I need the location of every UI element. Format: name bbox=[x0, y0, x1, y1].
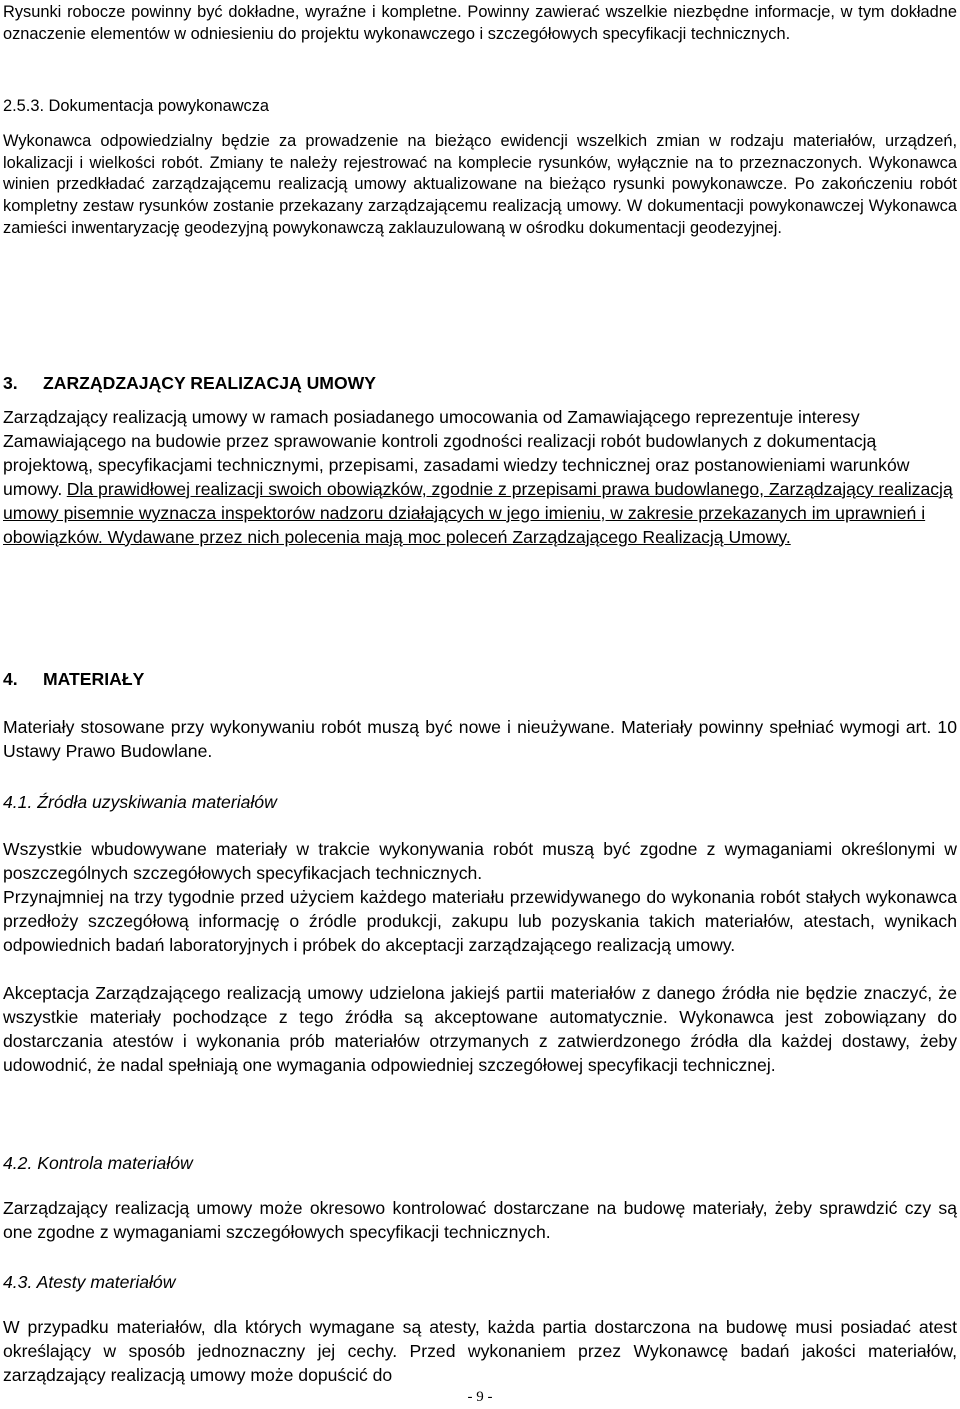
section-4-paragraph: Materiały stosowane przy wykonywaniu robót muszą być nowe i nieużywane. Materiały powinny spełniać wymogi art. 10 Ustawy Prawo Budowlane. bbox=[3, 717, 957, 761]
intro-paragraph: Rysunki robocze powinny być dokładne, wyraźne i kompletne. Powinny zawierać wszelkie niezbędne informacje, w tym dokładne oznaczenie elementów w odniesieniu do projektu wykonawczego i szczegółowych specyfikacji technicznych. bbox=[3, 3, 957, 43]
section-4-3-paragraph: W przypadku materiałów, dla których wymagane są atesty, każda partia dostarczona na budowę musi posiadać atest określający w sposób jednoznaczny jej cechy. Przed wykonaniem przez Wykonawcę badań jakości materiałów, zarządzający realizacją umowy może dopuścić do bbox=[3, 1317, 957, 1385]
section-3-body bbox=[3, 406, 957, 549]
section-4-heading bbox=[3, 667, 957, 691]
page-number: - 9 - bbox=[467, 1389, 493, 1405]
section-4-3-heading: 4.3. Atesty materiałów bbox=[3, 1272, 176, 1292]
section-3-underlined-paragraph: Dla prawidłowej realizacji swoich obowiązków, zgodnie z przepisami prawa budowlanego, Zarządzający realizacją umowy pisemnie wyznacza inspektorów nadzoru działających w jego imieniu, w zakresie przekazanych im uprawnień i obowiązków. Wydawane przez nich polecenia mają moc poleceń Zarządzającego Realizacją Umowy. bbox=[3, 478, 953, 547]
section-4-title: MATERIAŁY bbox=[43, 669, 145, 689]
section-4-2-paragraph: Zarządzający realizacją umowy może okresowo kontrolować dostarczane na budowę materiały, żeby sprawdzić czy są one zgodne z wymaganiami szczegółowych specyfikacji technicznych. bbox=[3, 1198, 957, 1242]
section-4-2-heading: 4.2. Kontrola materiałów bbox=[3, 1153, 193, 1173]
section-4-1-paragraph-2: Przynajmniej na trzy tygodnie przed użyciem każdego materiału przewidywanego do wykonania robót stałych wykonawca przedłoży szczegółową informację o źródle produkcji, zakupu lub pozyskania takich materiałów, atestach, wynikach odpowiednich badań laboratoryjnych i próbek do akceptacji zarządzającego realizacją umowy. bbox=[3, 887, 957, 955]
section-4-1-heading: 4.1. Źródła uzyskiwania materiałów bbox=[3, 792, 277, 812]
section-4-1-paragraph-1: Wszystkie wbudowywane materiały w trakcie wykonywania robót muszą być zgodne z wymaganiami określonymi w poszczególnych szczegółowych specyfikacjach technicznych. bbox=[3, 839, 957, 883]
section-4-1-paragraph-3: Akceptacja Zarządzającego realizacją umowy udzielona jakiejś partii materiałów z danego źródła nie będzie znaczyć, że wszystkie materiały pochodzące z tego źródła są akceptowane automatycznie. Wykonawca jest zobowiązany do dostarczania atestów i wykonania prób materiałów otrzymanych z zatwierdzonego źródła dla każdej dostawy, żeby udowodnić, że nadal spełniają one wymagania odpowiedniej szczegółowej specyfikacji technicznej. bbox=[3, 983, 957, 1075]
section-3-heading bbox=[3, 371, 957, 395]
section-2-5-3-paragraph: Wykonawca odpowiedzialny będzie za prowadzenie na bieżąco ewidencji wszelkich zmian w rodzaju materiałów, urządzeń, lokalizacji i wielkości robót. Zmiany te należy rejestrować na komplecie rysunków, wyłącznie na to przeznaczonych. Wykonawca winien przedkładać zarządzającemu realizacją umowy aktualizowane na bieżąco rysunki powykonawcze. Po zakończeniu robót kompletny zestaw rysunków zostanie przekazany zarządzającemu realizacją umowy. W dokumentacji powykonawczej Wykonawca zamieści inwentaryzację geodezyjną powykonawczą zaklauzulowaną w ośrodku dokumentacji geodezyjnej. bbox=[3, 132, 957, 237]
section-3-paragraph: Zarządzający realizacją umowy w ramach posiadanego umocowania od Zamawiającego reprezentuje interesy Zamawiającego na budowie przez sprawowanie kontroli zgodności realizacji robót budowlanych z dokumentacją projektową, specyfikacjami technicznymi, przepisami, zasadami wiedzy technicznej oraz postanowieniami warunków umowy. bbox=[3, 407, 910, 499]
section-4-number: 4. bbox=[3, 669, 18, 689]
section-3-title: ZARZĄDZAJĄCY REALIZACJĄ UMOWY bbox=[43, 373, 376, 393]
section-2-5-3-heading: 2.5.3. Dokumentacja powykonawcza bbox=[3, 97, 270, 115]
section-3-number: 3. bbox=[3, 373, 18, 393]
